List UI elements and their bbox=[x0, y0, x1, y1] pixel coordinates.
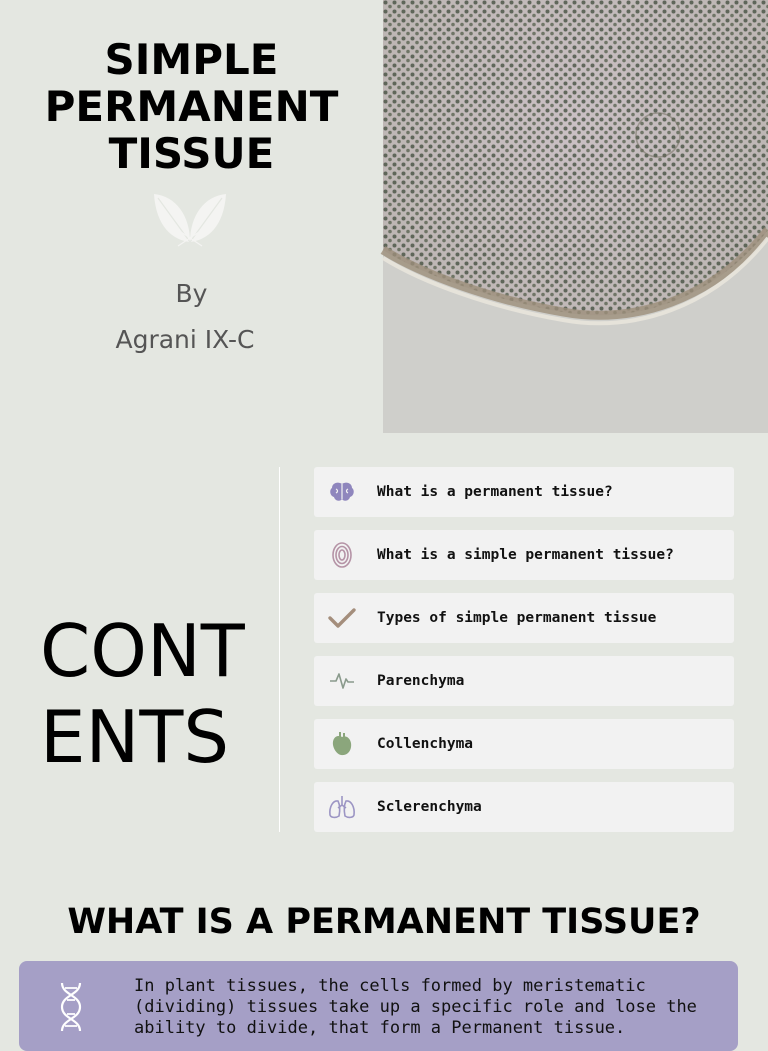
pulse-icon bbox=[328, 667, 356, 695]
dna-icon bbox=[56, 981, 86, 1031]
title-slide bbox=[0, 0, 383, 432]
toc-label: Collenchyma bbox=[377, 736, 474, 752]
brain-icon bbox=[328, 478, 356, 506]
toc-item-parenchyma[interactable] bbox=[314, 656, 734, 706]
toc-label: What is a simple permanent tissue? bbox=[377, 547, 674, 563]
slide-title: SIMPLE PERMANENT TISSUE bbox=[44, 35, 339, 178]
toc-item-types[interactable] bbox=[314, 593, 734, 643]
toc-label: Parenchyma bbox=[377, 673, 465, 689]
toc-label: What is a permanent tissue? bbox=[377, 484, 613, 500]
heart-icon bbox=[328, 730, 356, 758]
author-name: Agrani IX-C bbox=[115, 325, 255, 354]
lungs-icon bbox=[328, 793, 356, 821]
section-heading: WHAT IS A PERMANENT TISSUE? bbox=[67, 902, 701, 942]
toc-item-simple-permanent-tissue[interactable] bbox=[314, 530, 734, 580]
toc-item-permanent-tissue[interactable] bbox=[314, 467, 734, 517]
cell-micrograph bbox=[383, 0, 768, 433]
toc-item-sclerenchyma[interactable] bbox=[314, 782, 734, 832]
toc-label: Sclerenchyma bbox=[377, 799, 482, 815]
microscope-photo bbox=[383, 0, 768, 433]
leaf-icon bbox=[150, 190, 230, 246]
toc-label: Types of simple permanent tissue bbox=[377, 610, 657, 626]
definition-card bbox=[19, 961, 738, 1051]
contents-heading: CONTENTS bbox=[40, 609, 245, 779]
by-label: By bbox=[175, 279, 208, 308]
fingerprint-icon bbox=[328, 541, 356, 569]
checkmark-icon bbox=[328, 604, 356, 632]
definition-text: In plant tissues, the cells formed by meristematic (dividing) tissues take up a specific role and lose the ability to divide, that form a Permanent tissue. bbox=[134, 976, 697, 1038]
contents-divider bbox=[279, 467, 280, 832]
toc-item-collenchyma[interactable] bbox=[314, 719, 734, 769]
